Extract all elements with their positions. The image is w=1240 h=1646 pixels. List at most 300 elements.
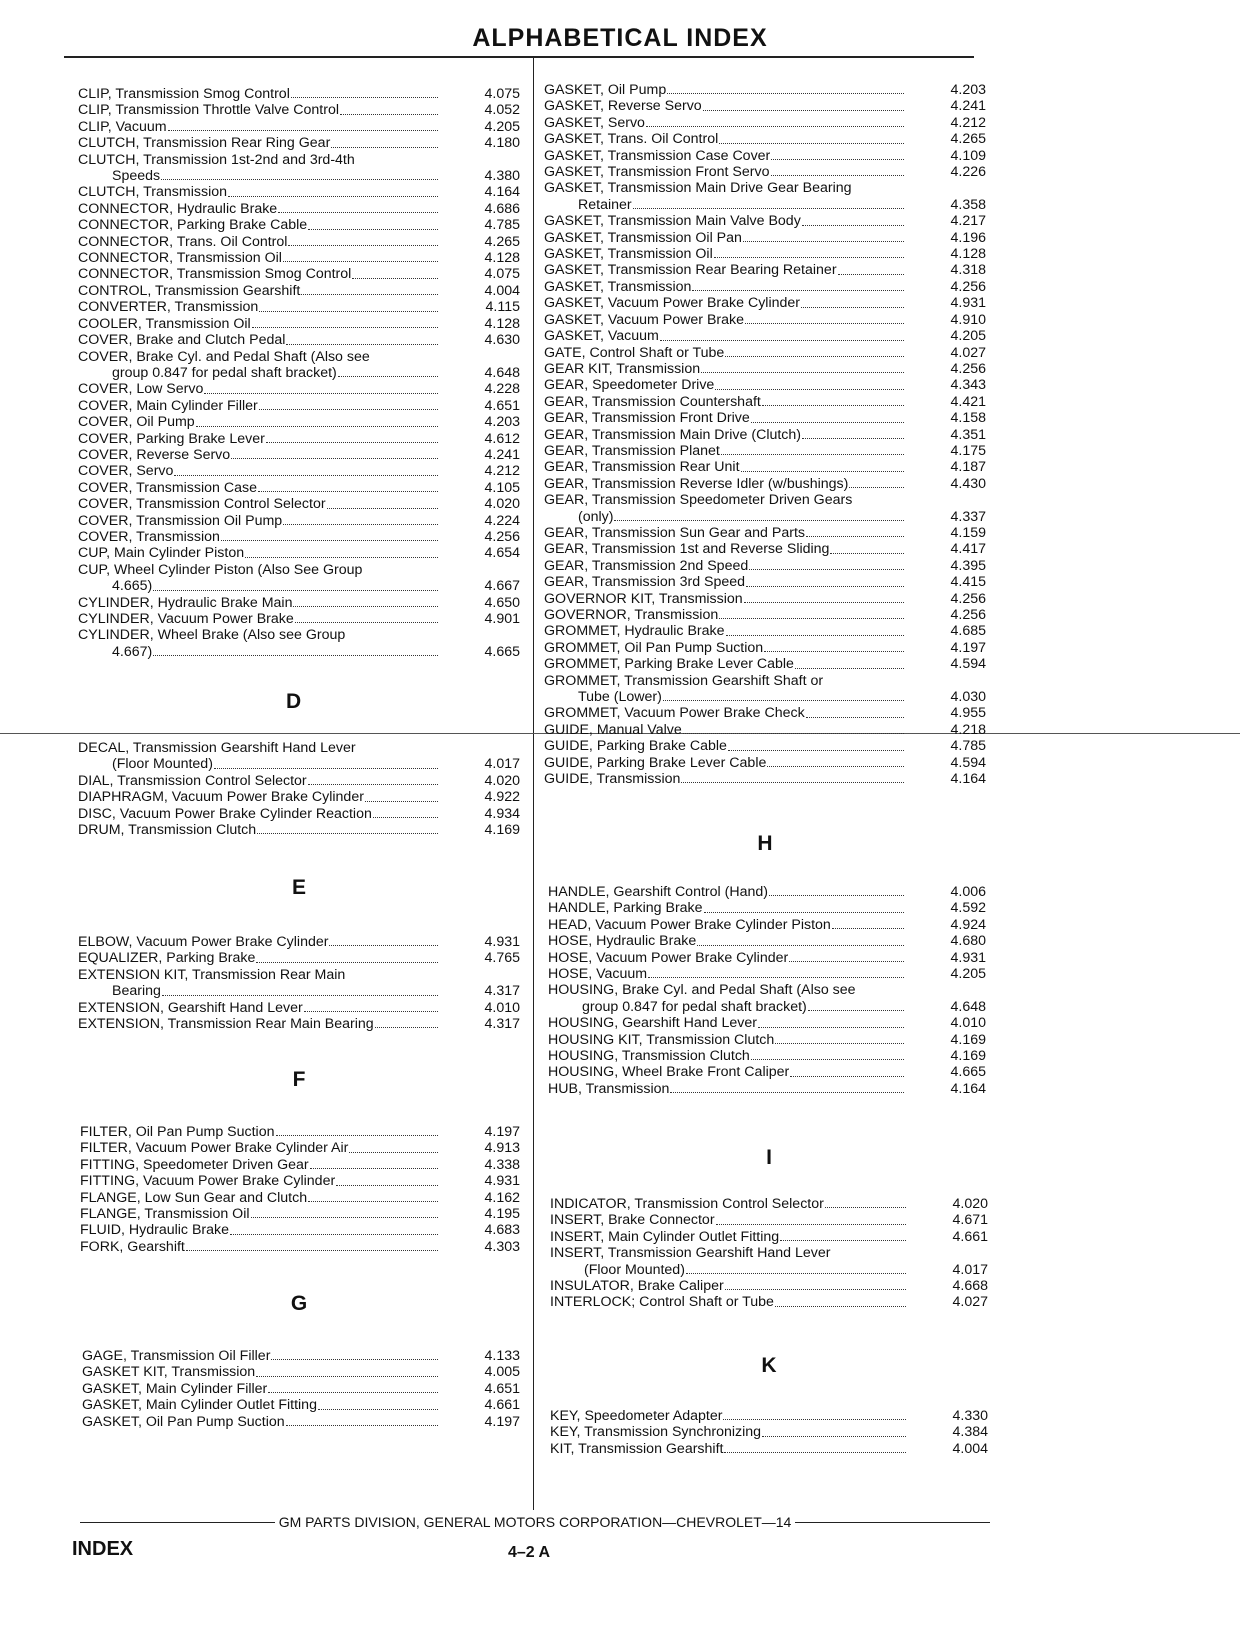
- entry-row: [544, 689, 986, 705]
- dot-leader: [214, 768, 438, 769]
- index-entry: [80, 1190, 520, 1206]
- entry-group-number: 4.651: [484, 1380, 520, 1397]
- entry-text: HOSE, Hydraulic Brake: [548, 933, 697, 950]
- index-entry: [548, 966, 986, 982]
- entry-text: HOSE, Vacuum Power Brake Cylinder: [548, 949, 789, 966]
- index-entry: [548, 1081, 986, 1097]
- dot-leader: [161, 179, 438, 180]
- entry-text: INSERT, Main Cylinder Outlet Fitting: [550, 1228, 780, 1245]
- entry-leader-group: [544, 246, 906, 262]
- section-header-e: E: [291, 876, 306, 899]
- entry-row: [78, 201, 520, 217]
- entry-leader-group: [544, 591, 906, 607]
- entry-group-number: 4.648: [950, 998, 986, 1015]
- entry-text: CONNECTOR, Transmission Smog Control: [78, 266, 352, 283]
- entry-text: EXTENSION, Transmission Rear Main Bearing: [78, 1016, 374, 1033]
- entry-row: [78, 806, 520, 822]
- dot-leader: [802, 438, 904, 439]
- entry-group-number: 4.318: [950, 262, 986, 279]
- index-entry: [544, 377, 986, 393]
- entry-text: CLUTCH, Transmission Rear Ring Gear: [78, 135, 331, 152]
- entry-leader-group: [544, 771, 906, 787]
- index-entry: [550, 1424, 988, 1440]
- dot-leader: [336, 1185, 438, 1186]
- entry-leader-group: [78, 496, 440, 512]
- dot-leader: [806, 536, 904, 537]
- entry-text: COVER, Transmission Oil Pump: [78, 512, 283, 529]
- entry-row: [544, 476, 986, 492]
- entry-row: [544, 410, 986, 426]
- entry-row: [78, 529, 520, 545]
- entry-leader-group: [544, 541, 906, 557]
- dot-leader: [790, 1076, 904, 1077]
- entry-row: [544, 279, 986, 295]
- entry-row: [78, 414, 520, 430]
- entry-row: [80, 1157, 520, 1173]
- entry-text: GUIDE, Parking Brake Cable: [544, 738, 727, 755]
- left-section-d: [78, 690, 520, 714]
- entry-row: [544, 574, 986, 590]
- entry-row: [78, 496, 520, 512]
- index-entry: [544, 541, 986, 557]
- index-entry: [78, 102, 520, 118]
- entry-group-number: 4.004: [952, 1440, 988, 1457]
- entry-row: [80, 1140, 520, 1156]
- dot-leader: [228, 196, 438, 197]
- dot-leader: [291, 97, 438, 98]
- entry-leader-group: [544, 738, 906, 754]
- right-column-h: [548, 884, 986, 1097]
- entry-leader-group: [80, 1173, 440, 1189]
- entry-group-number: 4.922: [484, 789, 520, 806]
- entry-text: INDICATOR, Transmission Control Selector: [550, 1196, 824, 1212]
- entry-text: GEAR, Transmission 3rd Speed: [544, 574, 746, 591]
- index-entry: [78, 135, 520, 151]
- entry-row: [78, 644, 520, 660]
- entry-group-number: 4.612: [484, 430, 520, 447]
- entry-leader-group: [544, 394, 906, 410]
- entry-group-number: 4.256: [950, 607, 986, 623]
- entry-text: CONNECTOR, Hydraulic Brake: [78, 200, 278, 217]
- index-entry: [78, 152, 520, 185]
- entry-leader-group: [550, 1294, 908, 1310]
- entry-group-number: 4.338: [484, 1156, 520, 1173]
- index-entry: [548, 950, 986, 966]
- index-entry: [544, 82, 986, 98]
- entry-group-number: 4.241: [484, 446, 520, 463]
- entry-group-number: 4.218: [950, 721, 986, 738]
- entry-group-number: 4.197: [950, 639, 986, 656]
- entry-text-line: HOUSING, Brake Cyl. and Pedal Shaft (Also see: [548, 982, 856, 999]
- dot-leader: [301, 294, 438, 295]
- entry-group-number: 4.075: [484, 266, 520, 283]
- entry-leader-group: [78, 545, 440, 561]
- column-divider: [533, 58, 534, 1510]
- entry-row: [544, 148, 986, 164]
- entry-text: GASKET, Vacuum Power Brake Cylinder: [544, 295, 800, 312]
- dot-leader: [744, 602, 904, 603]
- dot-leader: [714, 257, 904, 258]
- dot-leader: [373, 817, 438, 818]
- entry-leader-group: [78, 119, 440, 135]
- entry-row: [78, 611, 520, 627]
- entry-leader-group: [544, 295, 906, 311]
- entry-group-number: 4.651: [484, 397, 520, 414]
- entry-group-number: 4.256: [950, 590, 986, 607]
- left-section-g: [78, 1290, 520, 1318]
- entry-group-number: 4.241: [950, 98, 986, 115]
- dot-leader: [329, 945, 438, 946]
- entry-leader-group: [78, 299, 440, 315]
- index-entry: [544, 262, 986, 278]
- index-entry: [78, 934, 520, 950]
- entry-group-number: 4.180: [484, 135, 520, 152]
- entry-leader-group: [578, 509, 906, 525]
- dot-leader: [365, 801, 438, 802]
- index-entry: [544, 492, 986, 525]
- dot-leader: [724, 1452, 906, 1453]
- index-entry: [548, 1048, 986, 1064]
- entry-row: [550, 1278, 988, 1294]
- entry-text: GEAR, Transmission Sun Gear and Parts: [544, 524, 805, 541]
- entry-row: [544, 394, 986, 410]
- dot-leader: [801, 307, 904, 308]
- entry-row: [548, 999, 986, 1015]
- entry-text-line: CYLINDER, Wheel Brake (Also see Group: [78, 627, 346, 644]
- entry-text: CONNECTOR, Parking Brake Cable: [78, 217, 308, 234]
- entry-text: INSERT, Brake Connector: [550, 1212, 715, 1229]
- entry-text: GASKET, Main Cylinder Filler: [82, 1380, 268, 1397]
- entry-text: HEAD, Vacuum Power Brake Cylinder Piston: [548, 916, 831, 933]
- entry-text: FILTER, Vacuum Power Brake Cylinder Air: [80, 1140, 349, 1157]
- index-entry: [82, 1397, 520, 1413]
- entry-group-number: 4.924: [950, 916, 986, 933]
- entry-group-number: 4.133: [484, 1348, 520, 1364]
- index-entry: [82, 1414, 520, 1430]
- index-entry: [80, 1140, 520, 1156]
- index-entry: [544, 279, 986, 295]
- entry-leader-group: [78, 934, 440, 950]
- entry-group-number: 4.195: [484, 1206, 520, 1223]
- entry-group-number: 4.187: [950, 459, 986, 476]
- entry-text: GAGE, Transmission Oil Filler: [82, 1348, 271, 1364]
- dot-leader: [352, 278, 438, 279]
- entry-row: [544, 640, 986, 656]
- entry-leader-group: [544, 213, 906, 229]
- left-column-c: [78, 86, 520, 660]
- entry-leader-group: [80, 1157, 440, 1173]
- entry-leader-group: [112, 756, 440, 772]
- entry-group-number: 4.256: [950, 360, 986, 377]
- entry-text: group 0.847 for pedal shaft bracket): [112, 364, 337, 381]
- entry-leader-group: [78, 447, 440, 463]
- index-entry: [544, 607, 986, 623]
- entry-row: [82, 1381, 520, 1397]
- entry-group-number: 4.931: [950, 949, 986, 966]
- entry-leader-group: [544, 558, 906, 574]
- entry-text: KEY, Speedometer Adapter: [550, 1408, 723, 1424]
- entry-text: (only): [578, 508, 614, 525]
- entry-text-line: GEAR, Transmission Speedometer Driven Gears: [544, 492, 853, 509]
- dot-leader: [692, 290, 904, 291]
- entry-leader-group: [78, 381, 440, 397]
- entry-row: [78, 283, 520, 299]
- entry-text: GEAR, Transmission Planet: [544, 442, 720, 459]
- left-column-g: [82, 1348, 520, 1430]
- index-entry: [78, 316, 520, 332]
- index-entry: [544, 148, 986, 164]
- dot-leader: [681, 782, 904, 783]
- entry-leader-group: [548, 1048, 906, 1064]
- index-entry: [78, 349, 520, 382]
- entry-row: [78, 545, 520, 561]
- entry-leader-group: [82, 1414, 440, 1430]
- entry-text: FITTING, Vacuum Power Brake Cylinder: [80, 1173, 336, 1190]
- entry-leader-group: [112, 578, 440, 594]
- dot-leader: [667, 93, 904, 94]
- entry-row: [544, 197, 986, 213]
- index-entry: [544, 246, 986, 262]
- dot-leader: [703, 110, 904, 111]
- entry-leader-group: [544, 640, 906, 656]
- entry-text: CUP, Main Cylinder Piston: [78, 545, 245, 562]
- page-title: ALPHABETICAL INDEX: [472, 24, 768, 52]
- entry-leader-group: [548, 1015, 906, 1031]
- entry-leader-group: [78, 513, 440, 529]
- entry-leader-group: [78, 431, 440, 447]
- entry-leader-group: [80, 1140, 440, 1156]
- footer-rule-right: [795, 1522, 990, 1523]
- entry-text-line: GASKET, Transmission Main Drive Gear Bearing: [544, 180, 852, 197]
- entry-group-number: 4.661: [484, 1397, 520, 1414]
- entry-text: GEAR KIT, Transmission: [544, 360, 701, 377]
- entry-leader-group: [544, 230, 906, 246]
- entry-leader-group: [548, 950, 906, 966]
- dot-leader: [276, 1135, 439, 1136]
- entry-row: [78, 184, 520, 200]
- entry-leader-group: [78, 529, 440, 545]
- dot-leader: [743, 241, 904, 242]
- entry-group-number: 4.205: [950, 966, 986, 983]
- index-entry: [78, 414, 520, 430]
- entry-text: CLIP, Transmission Throttle Valve Control: [78, 102, 340, 119]
- entry-group-number: 4.256: [484, 528, 520, 545]
- entry-text-line: DECAL, Transmission Gearshift Hand Lever: [78, 740, 356, 756]
- entry-group-number: 4.197: [484, 1124, 520, 1140]
- index-entry: [544, 394, 986, 410]
- dot-leader: [231, 458, 438, 459]
- entry-text-line: CLUTCH, Transmission 1st-2nd and 3rd-4th: [78, 151, 355, 168]
- entry-row: [78, 463, 520, 479]
- entry-row: [550, 1441, 988, 1457]
- entry-text: GEAR, Transmission 2nd Speed: [544, 557, 749, 574]
- entry-row: [78, 135, 520, 151]
- entry-leader-group: [548, 900, 906, 916]
- entry-text: EXTENSION, Gearshift Hand Lever: [78, 999, 303, 1016]
- entry-row: [544, 525, 986, 541]
- entry-text: FILTER, Oil Pan Pump Suction: [80, 1124, 275, 1140]
- entry-text: GEAR, Transmission Reverse Idler (w/bushings): [544, 475, 849, 492]
- dot-leader: [686, 1273, 906, 1274]
- entry-group-number: 4.169: [950, 1031, 986, 1048]
- entry-row: [548, 1048, 986, 1064]
- entry-leader-group: [550, 1441, 908, 1457]
- entry-group-number: 4.006: [950, 884, 986, 900]
- entry-row: [544, 262, 986, 278]
- entry-text: CLIP, Transmission Smog Control: [78, 86, 290, 102]
- entry-row: [544, 246, 986, 262]
- entry-row: [78, 250, 520, 266]
- entry-row: [78, 86, 520, 102]
- entry-group-number: 4.680: [950, 933, 986, 950]
- entry-row: [544, 361, 986, 377]
- section-header-g: G: [290, 1292, 308, 1315]
- entry-row: [80, 1124, 520, 1140]
- entry-group-number: 4.017: [484, 756, 520, 773]
- dot-leader: [758, 1027, 904, 1028]
- dot-leader: [780, 1240, 906, 1241]
- entry-leader-group: [544, 148, 906, 164]
- entry-leader-group: [550, 1229, 908, 1245]
- entry-text: GUIDE, Transmission: [544, 771, 681, 788]
- entry-row: [78, 119, 520, 135]
- index-entry: [78, 562, 520, 595]
- entry-text: ELBOW, Vacuum Power Brake Cylinder: [78, 934, 329, 950]
- entry-leader-group: [544, 656, 906, 672]
- dot-leader: [286, 344, 438, 345]
- entry-leader-group: [544, 459, 906, 475]
- dot-leader: [704, 912, 904, 913]
- index-entry: [548, 1032, 986, 1048]
- entry-group-number: 4.665: [950, 1064, 986, 1081]
- entry-row: [548, 1064, 986, 1080]
- entry-leader-group: [78, 332, 440, 348]
- entry-row: [544, 295, 986, 311]
- index-entry: [544, 180, 986, 213]
- dot-leader: [340, 114, 438, 115]
- entry-row: [550, 1294, 988, 1310]
- entry-text: GROMMET, Hydraulic Brake: [544, 623, 725, 640]
- right-section-i: [548, 1144, 990, 1172]
- index-entry: [78, 250, 520, 266]
- entry-text: CONTROL, Transmission Gearshift: [78, 282, 301, 299]
- index-entry: [548, 917, 986, 933]
- entry-group-number: 4.343: [950, 377, 986, 394]
- entry-row: [82, 1414, 520, 1430]
- dot-leader: [375, 1027, 438, 1028]
- entry-text: GOVERNOR, Transmission: [544, 607, 719, 623]
- entry-text: CLUTCH, Transmission: [78, 184, 227, 201]
- dot-leader: [283, 524, 438, 525]
- entry-text: CONNECTOR, Transmission Oil: [78, 250, 282, 267]
- entry-text: GASKET, Vacuum Power Brake: [544, 311, 745, 328]
- dot-leader: [256, 962, 438, 963]
- dot-leader: [278, 212, 438, 213]
- index-entry: [550, 1408, 988, 1424]
- index-entry: [78, 266, 520, 282]
- index-entry: [78, 480, 520, 496]
- dot-leader: [338, 376, 438, 377]
- index-entry: [78, 332, 520, 348]
- entry-row: [78, 1016, 520, 1032]
- entry-text: GUIDE, Parking Brake Lever Cable: [544, 754, 767, 771]
- entry-group-number: 4.017: [952, 1261, 988, 1278]
- entry-group-number: 4.630: [484, 332, 520, 349]
- entry-leader-group: [78, 86, 440, 102]
- entry-row: [78, 983, 520, 999]
- entry-group-number: 4.667: [484, 578, 520, 595]
- section-header-d: D: [286, 690, 302, 713]
- entry-text: GASKET, Reverse Servo: [544, 98, 702, 115]
- entry-text: CONVERTER, Transmission: [78, 299, 259, 316]
- entry-row: [78, 756, 520, 772]
- entry-group-number: 4.205: [484, 118, 520, 135]
- entry-text: 4.665): [112, 578, 153, 595]
- entry-text: 4.667): [112, 643, 153, 660]
- entry-group-number: 4.128: [950, 246, 986, 263]
- entry-group-number: 4.380: [484, 168, 520, 185]
- entry-group-number: 4.203: [484, 414, 520, 431]
- index-entry: [78, 86, 520, 102]
- entry-leader-group: [544, 279, 906, 295]
- index-entry: [544, 705, 986, 721]
- index-entry: [78, 595, 520, 611]
- dot-leader: [775, 1306, 906, 1307]
- entry-leader-group: [544, 115, 906, 131]
- right-column-g: [544, 82, 986, 787]
- entry-row: [78, 217, 520, 233]
- entry-row: [544, 443, 986, 459]
- index-entry: [78, 822, 520, 838]
- index-entry: [544, 328, 986, 344]
- entry-row: [544, 377, 986, 393]
- entry-row: [544, 328, 986, 344]
- index-entry: [544, 131, 986, 147]
- index-entry: [550, 1196, 988, 1212]
- entry-row: [78, 168, 520, 184]
- index-entry: [80, 1124, 520, 1140]
- entry-row: [548, 933, 986, 949]
- entry-group-number: 4.128: [484, 250, 520, 267]
- index-entry: [544, 295, 986, 311]
- index-entry: [78, 217, 520, 233]
- section-label: INDEX: [72, 1538, 134, 1560]
- entry-leader-group: [544, 328, 906, 344]
- entry-leader-group: [544, 427, 906, 443]
- entry-row: [78, 447, 520, 463]
- entry-group-number: 4.910: [950, 311, 986, 328]
- entry-text: CLIP, Vacuum: [78, 118, 167, 135]
- entry-row: [78, 316, 520, 332]
- entry-leader-group: [582, 999, 906, 1015]
- entry-leader-group: [82, 1381, 440, 1397]
- entry-group-number: 4.594: [950, 656, 986, 673]
- dot-leader: [221, 540, 438, 541]
- index-entry: [78, 1016, 520, 1032]
- entry-text: COVER, Reverse Servo: [78, 446, 231, 463]
- entry-text: HOUSING, Gearshift Hand Lever: [548, 1015, 757, 1032]
- entry-leader-group: [550, 1196, 908, 1212]
- index-entry: [80, 1206, 520, 1222]
- dot-leader: [308, 229, 438, 230]
- index-entry: [548, 884, 986, 900]
- dot-leader: [762, 1436, 906, 1437]
- entry-leader-group: [544, 164, 906, 180]
- dot-leader: [764, 651, 904, 652]
- entry-group-number: 4.075: [484, 86, 520, 102]
- entry-text: CONNECTOR, Trans. Oil Control: [78, 233, 288, 250]
- entry-text: DISC, Vacuum Power Brake Cylinder Reaction: [78, 805, 372, 822]
